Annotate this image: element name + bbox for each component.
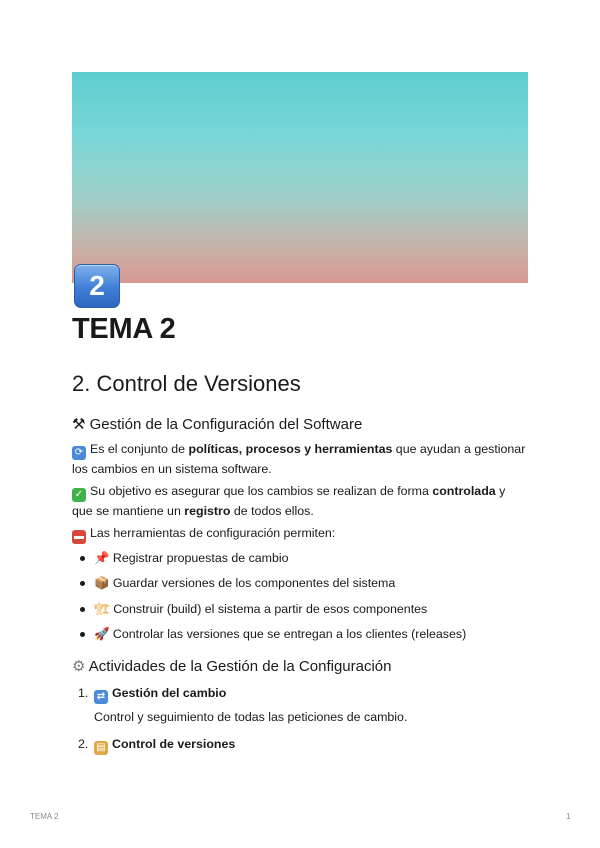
list-number: 1. bbox=[78, 686, 89, 700]
gear-icon: ⚙ bbox=[72, 658, 86, 675]
activity-description: Control y seguimiento de todas las peticiones de cambio. bbox=[94, 710, 408, 724]
keycap-2-icon: 2 bbox=[74, 264, 120, 308]
page-number: 1 bbox=[566, 812, 571, 821]
page-title: TEMA 2 bbox=[72, 313, 176, 345]
cycle-arrows-icon: ⟳ bbox=[72, 446, 86, 460]
package-icon: 📦 bbox=[94, 576, 110, 591]
folder-icon: ▤ bbox=[94, 741, 108, 755]
hammer-wrench-icon: ⚒ bbox=[72, 416, 86, 433]
tools-list bbox=[72, 548, 528, 649]
toolbox-icon: ▬ bbox=[74, 531, 84, 542]
paragraph-definition: ⟳ Es el conjunto de políticas, procesos y herramientas que ayudan a gestionar los cambios en un sistema software. bbox=[72, 442, 526, 476]
cover-image bbox=[72, 72, 528, 283]
list-item: 🚀 Controlar las versiones que se entregan a los clientes (releases) bbox=[72, 624, 528, 649]
activities-heading-text: Actividades de la Gestión de la Configuración bbox=[88, 658, 392, 675]
pushpin-icon: 📌 bbox=[94, 551, 110, 565]
change-icon: ⇄ bbox=[94, 690, 108, 704]
list-number: 2. bbox=[78, 737, 89, 751]
paragraph-tools: ▬ Las herramientas de configuración permiten: bbox=[74, 526, 336, 542]
activity-item: ⇄ Gestión del cambio bbox=[94, 686, 226, 704]
list-item: 🏗 Construir (build) el sistema a partir de esos componentes bbox=[72, 599, 528, 624]
list-item: 📦 Guardar versiones de los componentes del sistema bbox=[72, 573, 528, 598]
list-item: 📌 Registrar propuestas de cambio bbox=[72, 548, 528, 573]
footer-title: TEMA 2 bbox=[30, 812, 59, 821]
config-heading bbox=[72, 415, 362, 433]
construction-icon: 🏗 bbox=[94, 601, 110, 616]
section-heading: 2. Control de Versiones bbox=[72, 371, 301, 396]
activities-heading bbox=[72, 657, 391, 675]
config-heading-text: Gestión de la Configuración del Software bbox=[89, 416, 363, 433]
paragraph-objective: ✓ Su objetivo es asegurar que los cambios se realizan de forma controlada y que se mantiene un registro de todos ellos. bbox=[72, 484, 506, 518]
check-mark-icon: ✓ bbox=[72, 488, 86, 502]
activity-item: ▤ Control de versiones bbox=[94, 737, 235, 755]
rocket-icon: 🚀 bbox=[94, 626, 110, 641]
